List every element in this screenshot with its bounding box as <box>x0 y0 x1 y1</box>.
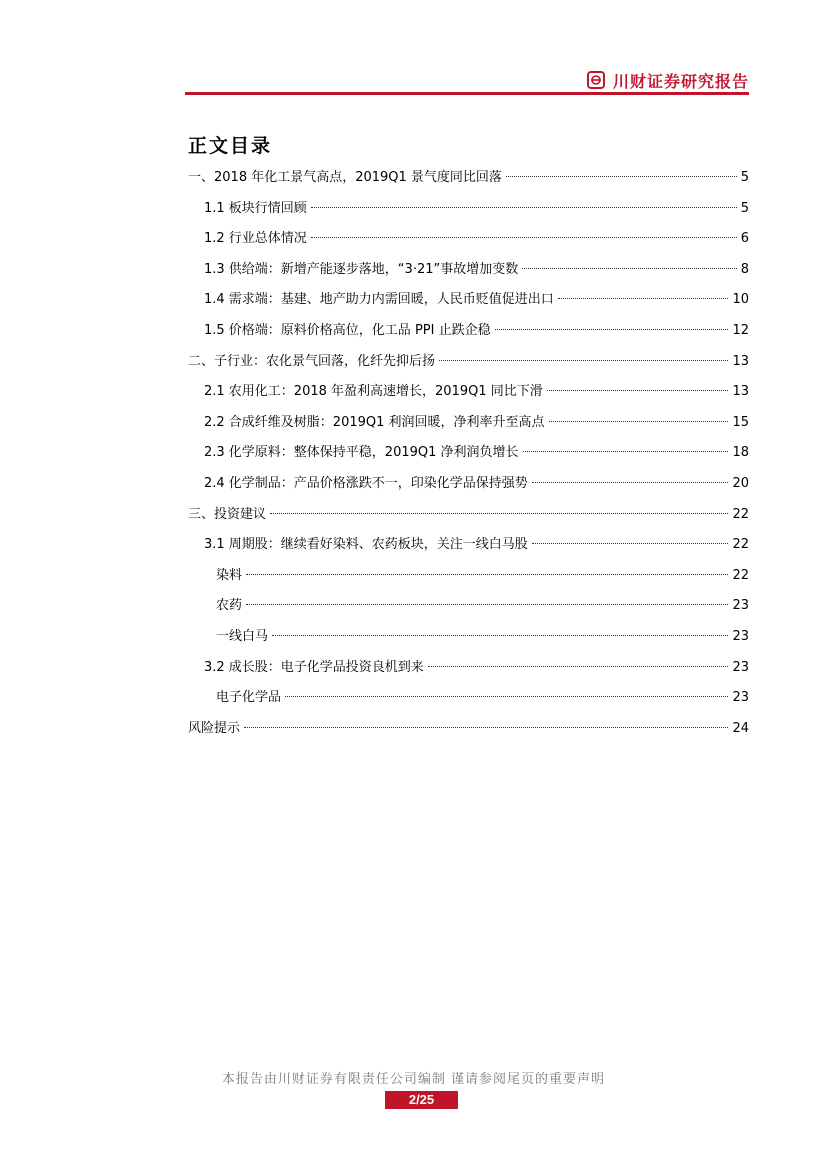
toc-entry-page: 23 <box>732 659 749 675</box>
toc-leader-dots <box>246 604 728 605</box>
toc-entry-page: 20 <box>732 475 749 491</box>
toc-entry-page: 8 <box>740 261 749 277</box>
toc-entry-text: 三、投资建议 <box>188 506 267 522</box>
toc-leader-dots <box>532 543 729 544</box>
toc-entry-page: 13 <box>732 353 749 369</box>
toc-entry[interactable] <box>188 657 749 688</box>
toc-entry[interactable] <box>188 259 749 290</box>
toc-entry-text: 1.3 供给端：新增产能逐步落地，“3·21”事故增加变数 <box>204 261 519 277</box>
toc-entry[interactable] <box>188 198 749 229</box>
toc-entry[interactable] <box>188 473 749 504</box>
toc-entry-page: 5 <box>740 170 749 185</box>
toc-entry-page: 13 <box>732 384 749 400</box>
toc-entry[interactable] <box>188 412 749 443</box>
toc-entry-text: 农药 <box>216 598 243 614</box>
toc-leader-dots <box>523 451 729 452</box>
toc-entry-page: 24 <box>732 720 749 736</box>
brand-logo-icon <box>587 71 605 89</box>
toc-entry-text: 3.2 成长股：电子化学品投资良机到来 <box>204 659 424 675</box>
toc-entry-page: 10 <box>732 292 749 308</box>
header-brand <box>587 68 749 92</box>
header-rule <box>185 92 749 95</box>
toc-leader-dots <box>439 360 728 361</box>
toc-entry-text: 二、子行业：农化景气回落，化纤先抑后扬 <box>188 353 436 369</box>
toc-entry-text: 2.1 农用化工：2018 年盈利高速增长，2019Q1 同比下滑 <box>204 384 543 400</box>
toc-title: 正文目录 <box>188 135 273 157</box>
toc-entry[interactable] <box>188 228 749 259</box>
toc-entry-page: 23 <box>732 628 749 644</box>
toc-entry-text: 2.2 合成纤维及树脂：2019Q1 利润回暖，净利率升至高点 <box>204 414 545 430</box>
toc-entry[interactable] <box>188 504 749 535</box>
toc-entry-page: 5 <box>740 200 749 216</box>
toc-entry[interactable] <box>188 320 749 351</box>
toc-entry[interactable] <box>188 687 749 718</box>
toc-entry[interactable] <box>188 718 749 749</box>
toc-entry[interactable] <box>188 565 749 596</box>
toc-list <box>188 167 749 748</box>
toc-entry-page: 22 <box>732 537 749 553</box>
toc-entry-text: 1.2 行业总体情况 <box>204 231 307 247</box>
toc-entry-text: 电子化学品 <box>216 690 282 706</box>
toc-leader-dots <box>272 635 728 636</box>
toc-entry[interactable] <box>188 289 749 320</box>
toc-leader-dots <box>246 574 728 575</box>
toc-entry-text: 2.4 化学制品：产品价格涨跌不一，印染化学品保持强势 <box>204 475 528 491</box>
toc-leader-dots <box>547 390 729 391</box>
toc-leader-dots <box>532 482 729 483</box>
toc-entry-text: 3.1 周期股：继续看好染料、农药板块，关注一线白马股 <box>204 537 528 553</box>
toc-entry-text: 2.3 化学原料：整体保持平稳，2019Q1 净利润负增长 <box>204 445 519 461</box>
toc-leader-dots <box>270 513 728 514</box>
toc-entry-page: 12 <box>732 322 749 338</box>
toc-entry[interactable] <box>188 351 749 382</box>
toc-entry[interactable] <box>188 167 749 198</box>
toc-leader-dots <box>244 727 728 728</box>
toc-entry-text: 风险提示 <box>188 720 241 736</box>
toc-entry-page: 23 <box>732 598 749 614</box>
toc-entry-page: 18 <box>732 445 749 461</box>
toc-entry[interactable] <box>188 381 749 412</box>
toc-entry-text: 1.4 需求端：基建、地产助力内需回暖，人民币贬值促进出口 <box>204 292 554 308</box>
toc-leader-dots <box>495 329 729 330</box>
toc-entry-text: 染料 <box>216 567 243 583</box>
footer-note: 本报告由川财证券有限责任公司编制 谨请参阅尾页的重要声明 <box>221 1072 606 1087</box>
toc-leader-dots <box>549 421 729 422</box>
toc-entry-text: 一、2018 年化工景气高点，2019Q1 景气度同比回落 <box>188 170 502 185</box>
toc-leader-dots <box>285 696 728 697</box>
toc-leader-dots <box>558 298 729 299</box>
brand-name: 川财证券研究报告 <box>612 71 749 91</box>
toc-leader-dots <box>522 268 736 269</box>
toc-entry-page: 15 <box>732 414 749 430</box>
toc-entry-page: 23 <box>732 690 749 706</box>
toc-leader-dots <box>311 207 737 208</box>
toc-leader-dots <box>506 176 737 177</box>
toc-entry-text: 1.1 板块行情回顾 <box>204 200 307 216</box>
toc-entry-text: 一线白马 <box>216 628 269 644</box>
toc-entry[interactable] <box>188 442 749 473</box>
toc-leader-dots <box>311 237 737 238</box>
page-number: 2/25 <box>385 1091 458 1109</box>
toc-entry[interactable] <box>188 626 749 657</box>
toc-entry-page: 6 <box>740 231 749 247</box>
toc-entry-page: 22 <box>732 567 749 583</box>
toc-entry-page: 22 <box>732 506 749 522</box>
toc-entry-text: 1.5 价格端：原料价格高位，化工品 PPI 止跌企稳 <box>204 322 491 338</box>
toc-entry[interactable] <box>188 595 749 626</box>
toc-entry[interactable] <box>188 534 749 565</box>
toc-leader-dots <box>428 666 729 667</box>
